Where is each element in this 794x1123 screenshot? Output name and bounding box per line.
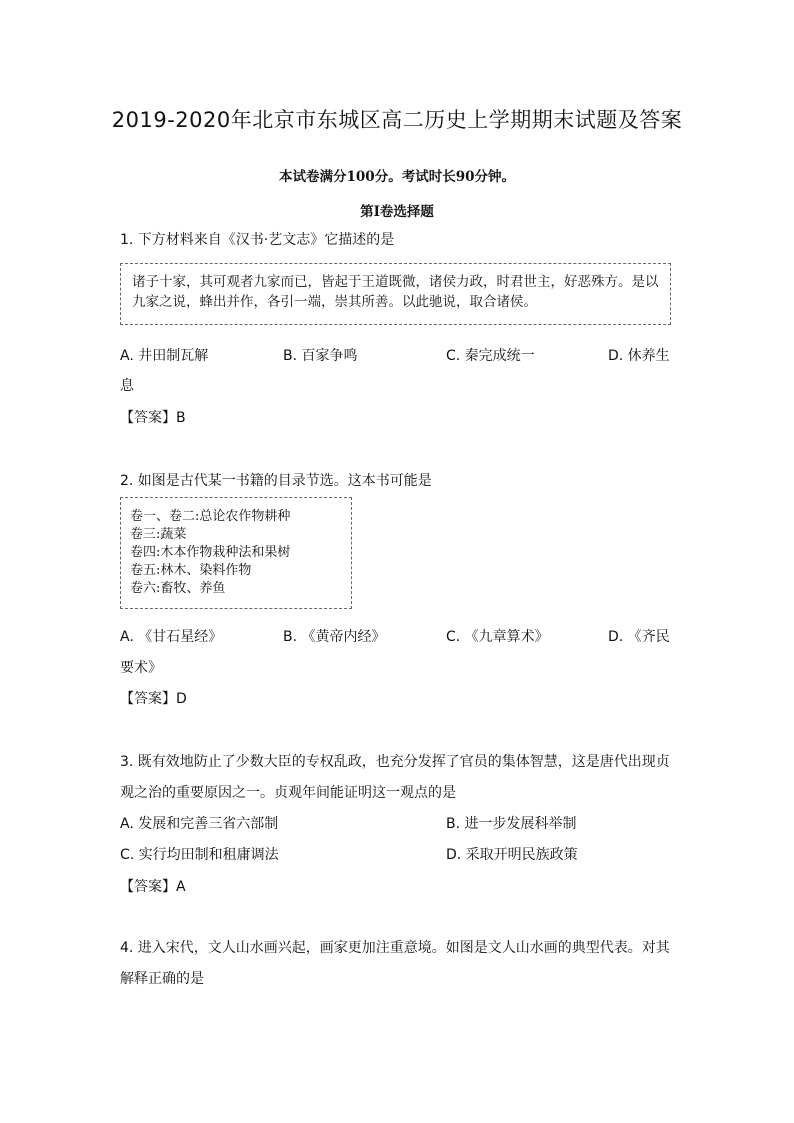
question-4-stem-line-2: 解释正确的是 — [120, 971, 204, 987]
question-2-option-d: D. 《齐民 — [608, 629, 670, 645]
question-3-option-b: B. 进一步发展科举制 — [446, 816, 577, 832]
question-3-option-d: D. 采取开明民族政策 — [446, 847, 578, 863]
question-3-stem-line-2: 观之治的重要原因之一。贞观年间能证明这一观点的是 — [120, 785, 456, 801]
question-1-quote-line-1: 诸子十家，其可观者九家而已，皆起于王道既微，诸侯力政，时君世主，好恶殊方。是以 — [132, 274, 659, 290]
question-1-option-a: A. 井田制瓦解 — [120, 348, 209, 364]
document-title: 2019-2020年北京市东城区高二历史上学期期末试题及答案 — [111, 108, 683, 132]
question-1-stem: 1. 下方材料来自《汉书·艺文志》它描述的是 — [120, 232, 395, 248]
toc-line-3: 卷四:木本作物栽种法和果树 — [130, 545, 291, 560]
question-3-answer: 【答案】A — [120, 879, 186, 895]
question-4-stem-line-1: 4. 进入宋代，文人山水画兴起，画家更加注重意境。如图是文人山水画的典型代表。对其 — [120, 940, 670, 956]
question-2-option-a: A. 《甘石星经》 — [120, 629, 223, 645]
question-2-option-b: B. 《黄帝内经》 — [283, 629, 386, 645]
question-1-option-c: C. 秦完成统一 — [446, 348, 535, 364]
question-1-answer: 【答案】B — [120, 410, 186, 426]
question-1-option-b: B. 百家争鸣 — [283, 348, 358, 364]
question-3-option-a: A. 发展和完善三省六部制 — [120, 816, 279, 832]
exam-info: 本试卷满分100分。考试时长90分钟。 — [279, 169, 515, 185]
question-2-option-c: C. 《九章算术》 — [446, 629, 549, 645]
question-2-option-d-wrap: 要术》 — [120, 660, 162, 676]
question-2-stem: 2. 如图是古代某一书籍的目录节选。这本书可能是 — [120, 473, 432, 489]
toc-line-1: 卷一、卷二:总论农作物耕种 — [130, 509, 291, 524]
question-2-answer: 【答案】D — [120, 691, 187, 707]
toc-line-4: 卷五:林木、染料作物 — [130, 563, 252, 578]
question-3-option-c: C. 实行均田制和租庸调法 — [120, 847, 279, 863]
question-1-quote-line-2: 九家之说，蜂出并作，各引一端，崇其所善。以此驰说，取合诸侯。 — [132, 294, 537, 310]
toc-line-2: 卷三:蔬菜 — [130, 527, 187, 542]
question-1-option-d-wrap: 息 — [120, 378, 134, 394]
toc-line-5: 卷六:畜牧、养鱼 — [130, 581, 226, 596]
section-title: 第I卷选择题 — [360, 204, 434, 220]
question-1-option-d: D. 休养生 — [608, 348, 670, 364]
question-3-stem-line-1: 3. 既有效地防止了少数大臣的专权乱政，也充分发挥了官员的集体智慧，这是唐代出现贞 — [120, 754, 670, 770]
